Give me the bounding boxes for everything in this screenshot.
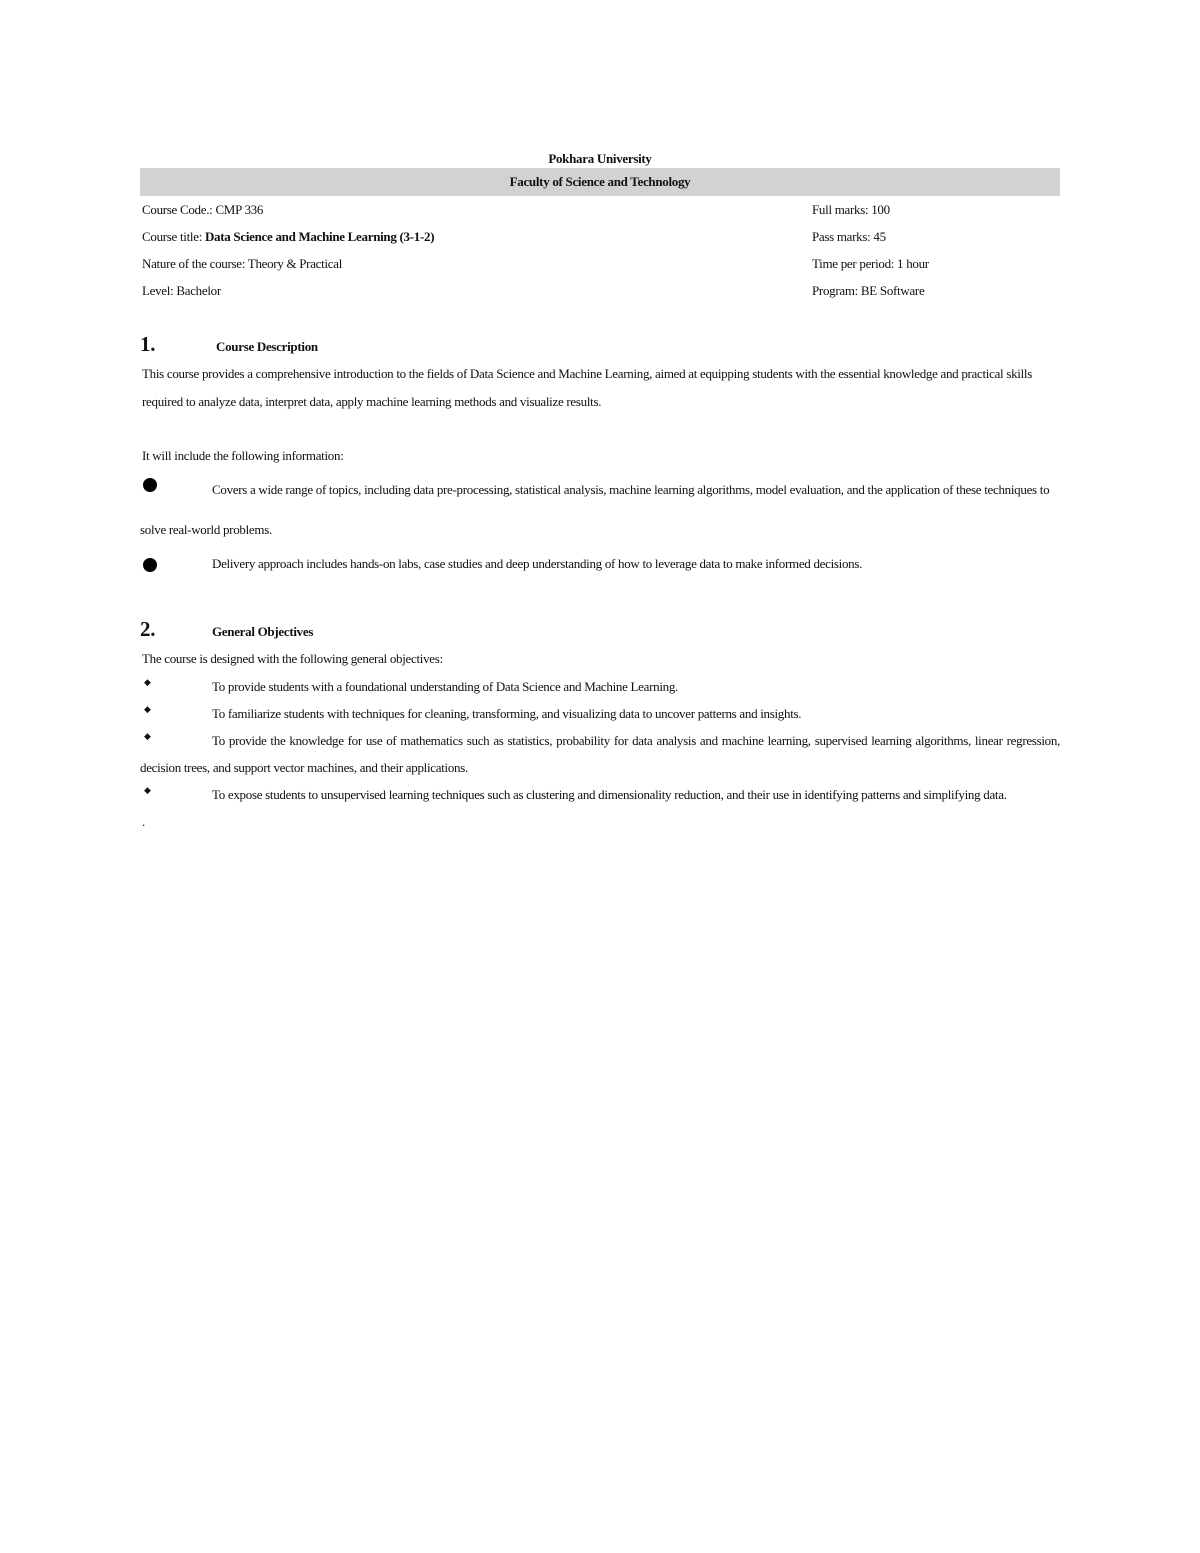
section-1-intro: It will include the following information: (142, 448, 344, 463)
course-code (142, 196, 263, 223)
course-code-value: CMP 336 (215, 202, 264, 217)
course-title-label: Course title: (142, 229, 205, 244)
section-2-title: General Objectives (212, 624, 314, 639)
section-2-number: 2. (140, 617, 156, 641)
section-2-bullet-2-text: To familiarize students with techniques for cleaning, transforming, and visualizing data to uncover patterns and insights. (212, 706, 802, 721)
time-per-period: Time per period: 1 hour (812, 256, 929, 271)
meta-row-level (140, 277, 1060, 304)
section-2-heading (140, 613, 1060, 645)
course-title-value: Data Science and Machine Learning (3-1-2) (204, 229, 435, 244)
section-2-bullet-1 (140, 673, 1060, 700)
course-title (142, 223, 434, 250)
diamond-bullet-icon: ◆ (144, 785, 151, 795)
trailing-period: . (142, 814, 145, 829)
section-2-bullet-4-text: To expose students to unsupervised learning techniques such as clustering and dimensionality reduction, and their use in identifying patterns and simplifying data. (212, 787, 1007, 802)
program: Program: BE Software (812, 283, 925, 298)
section-1-bullet-2-text: Delivery approach includes hands-on labs, case studies and deep understanding of how to leverage data to make informed decisions. (212, 556, 863, 571)
diamond-bullet-icon: ◆ (144, 731, 151, 741)
section-2-bullet-2 (140, 700, 1060, 727)
section-1-heading (140, 328, 1060, 360)
course-nature-label: Nature of the course: (142, 256, 248, 271)
section-1-number: 1. (140, 332, 156, 356)
course-level-value: Bachelor (176, 283, 221, 298)
bullet-dot-icon (143, 558, 157, 572)
document-page (140, 150, 1060, 836)
section-1-bullet-2 (140, 550, 1060, 577)
course-code-label: Course Code.: (142, 202, 216, 217)
course-nature (142, 250, 342, 277)
section-1-bullet-1 (140, 470, 1060, 550)
section-2-bullet-3-text: To provide the knowledge for use of mathematics such as statistics, probability for data analysis and machine learning, supervised learning algorithms, linear regression, decision trees, and support vector machines, and their applications. (140, 733, 1060, 775)
course-nature-value: Theory & Practical (247, 256, 343, 271)
meta-row-title (140, 223, 1060, 250)
section-1-title: Course Description (216, 339, 318, 354)
faculty-banner: Faculty of Science and Technology (140, 168, 1060, 196)
full-marks: Full marks: 100 (812, 202, 890, 217)
course-description-paragraph: This course provides a comprehensive introduction to the fields of Data Science and Machine Learning, aimed at equipping students with the essential knowledge and practical skills required to analyze data, interpret data, apply machine learning methods and visualize results. (142, 366, 1032, 409)
section-2-intro: The course is designed with the following general objectives: (142, 651, 443, 666)
bullet-dot-icon (143, 478, 157, 492)
university-title: Pokhara University (548, 151, 652, 166)
pass-marks: Pass marks: 45 (812, 229, 886, 244)
section-1-bullet-1-text: Covers a wide range of topics, including data pre-processing, statistical analysis, machine learning algorithms, model evaluation, and the application of these techniques to solve real-world problems. (140, 482, 1050, 537)
meta-row-nature (140, 250, 1060, 277)
section-2-bullet-3 (140, 727, 1060, 781)
section-2-bullet-1-text: To provide students with a foundational understanding of Data Science and Machine Learning. (212, 679, 679, 694)
meta-row-code (140, 196, 1060, 223)
diamond-bullet-icon: ◆ (144, 704, 151, 714)
section-2-bullet-4 (140, 781, 1060, 808)
course-level-label: Level: (142, 283, 177, 298)
course-level (142, 277, 221, 304)
diamond-bullet-icon: ◆ (144, 677, 151, 687)
